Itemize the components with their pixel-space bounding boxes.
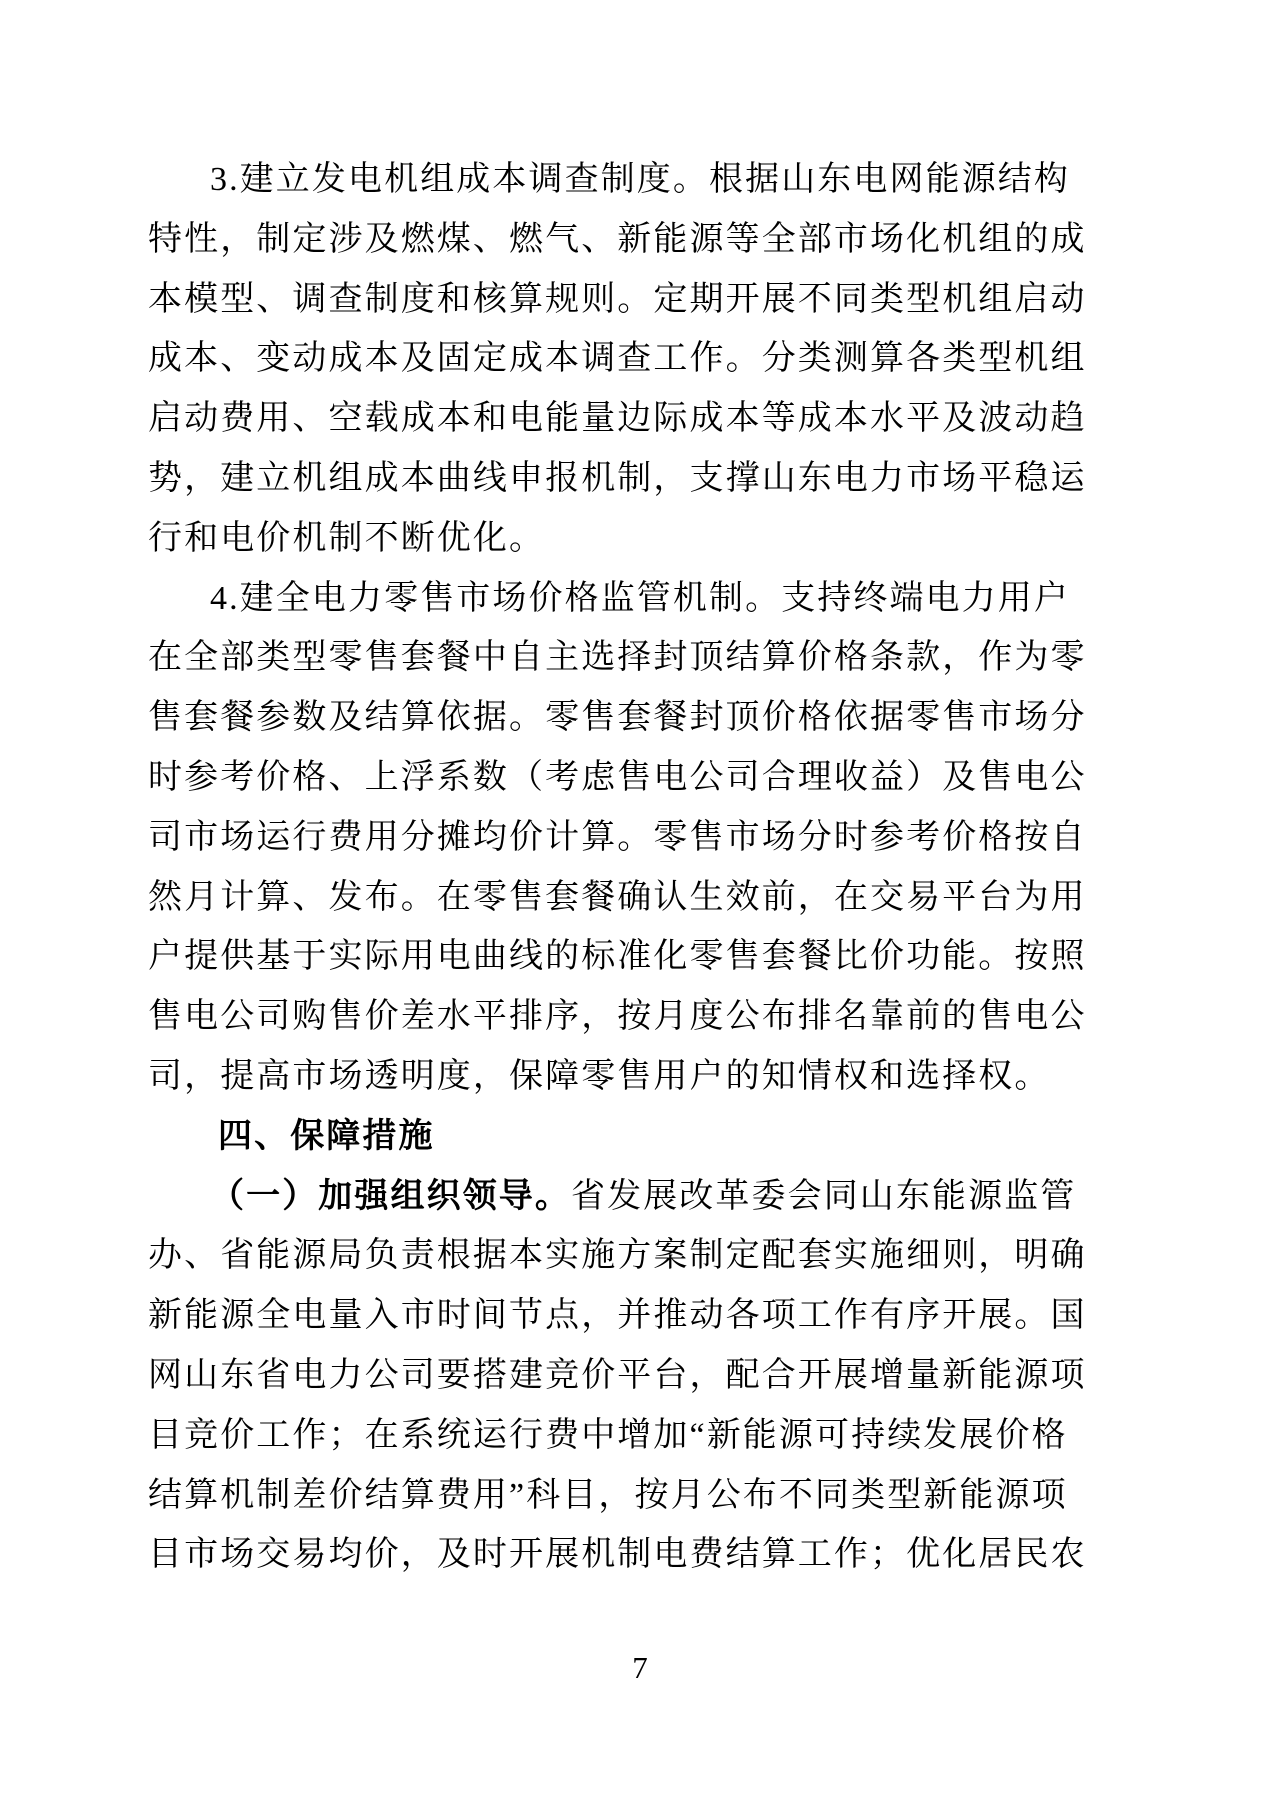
text-line: 司，提高市场透明度，保障零售用户的知情权和选择权。: [148, 1057, 1051, 1095]
text-line: 在全部类型零售套餐中自主选择封顶结算价格条款，作为零: [148, 639, 1087, 677]
text-line: 然月计算、发布。在零售套餐确认生效前，在交易平台为用: [148, 878, 1087, 916]
paragraph-item-4: [148, 569, 1093, 1107]
text-line: 售套餐参数及结算依据。零售套餐封顶价格依据零售市场分: [148, 699, 1087, 737]
text-line: 新能源全电量入市时间节点，并推动各项工作有序开展。国: [148, 1297, 1087, 1335]
text-line: 时参考价格、上浮系数（考虑售电公司合理收益）及售电公: [148, 758, 1087, 796]
text-line: [148, 1167, 1093, 1227]
text-line: 启动费用、空载成本和电能量边际成本等成本水平及波动趋: [148, 400, 1087, 438]
text-line: 司市场运行费用分摊均价计算。零售市场分时参考价格按自: [148, 818, 1087, 856]
text-line: 网山东省电力公司要搭建竞价平台，配合开展增量新能源项: [148, 1356, 1087, 1394]
paragraph-org-leadership: [148, 1167, 1093, 1586]
document-body: [148, 150, 1093, 1585]
paragraph-lead-bold: （一）加强组织领导。: [210, 1177, 571, 1215]
text-line: 4.建全电力零售市场价格监管机制。支持终端电力用户: [210, 579, 1070, 617]
page-footer: [0, 1650, 1280, 1686]
paragraph-item-3: [148, 150, 1093, 569]
text-line: 势，建立机组成本曲线申报机制，支撑山东电力市场平稳运: [148, 459, 1087, 497]
text-run: 省发展改革委会同山东能源监管: [571, 1177, 1077, 1215]
text-line: 结算机制差价结算费用”科目，按月公布不同类型新能源项: [148, 1476, 1068, 1514]
text-line: 目竞价工作；在系统运行费中增加“新能源可持续发展价格: [148, 1416, 1068, 1454]
text-line: 成本、变动成本及固定成本调查工作。分类测算各类型机组: [148, 340, 1087, 378]
page-number: 7: [632, 1650, 648, 1685]
text-line: 3.建立发电机组成本调查制度。根据山东电网能源结构: [210, 161, 1070, 198]
section-heading: 四、保障措施: [218, 1116, 435, 1155]
text-line: 本模型、调查制度和核算规则。定期开展不同类型机组启动: [148, 280, 1087, 318]
text-line: 行和电价机制不断优化。: [148, 519, 546, 557]
text-line: 办、省能源局负责根据本实施方案制定配套实施细则，明确: [148, 1237, 1087, 1275]
text-line: 售电公司购售价差水平排序，按月度公布排名靠前的售电公: [148, 998, 1087, 1036]
text-line: 户提供基于实际用电曲线的标准化零售套餐比价功能。按照: [148, 938, 1087, 976]
text-line: 目市场交易均价，及时开展机制电费结算工作；优化居民农: [148, 1536, 1087, 1574]
text-line: 特性，制定涉及燃煤、燃气、新能源等全部市场化机组的成: [148, 220, 1087, 258]
